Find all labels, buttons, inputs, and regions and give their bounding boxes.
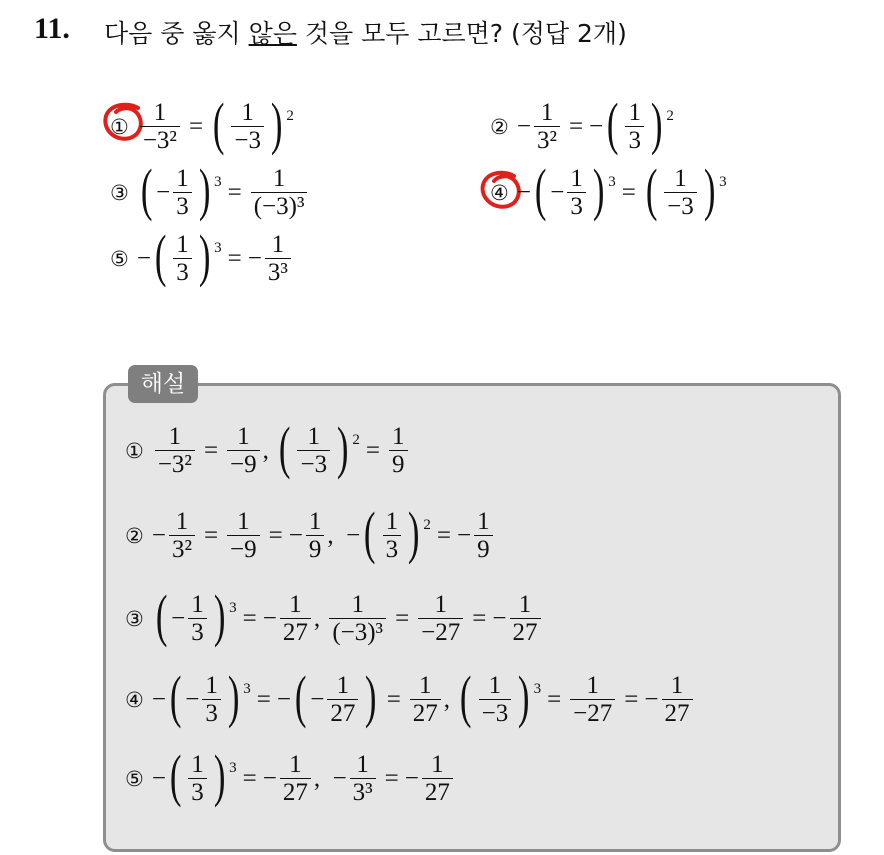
choice-marker-5: ⑤ bbox=[110, 247, 129, 271]
explanation-line-2: ② − $\frac{1}{\text{3²}}$ = $\frac{1}{-9}$ = − $\frac{1}{9}$ , − ( $\frac{1}{3}$ ) 2 = − $\frac{1}{9}$ bbox=[125, 507, 496, 565]
choice-5[interactable]: ⑤ − ( $\frac{1}{3}$ ) 3 = − $\frac{1}{\text{3³}}$ bbox=[110, 230, 294, 288]
explanation-line-4: ④ − ( − $\frac{1}{3}$ ) 3 = − ( − $\frac{1}{27}$ ) = $\frac{1}{27}$ , ( $\frac{1}{-3}$ ) 3 = $\frac{1}{-27}$ = − $\frac{1}{27}$ bbox=[125, 671, 696, 729]
explanation-line-3: ③ ( − $\frac{1}{3}$ ) 3 = − $\frac{1}{27}$ , $\frac{1}{\text{(−3)³}}$ = $\frac{1}{-27}$ = − $\frac{1}{27}$ bbox=[125, 590, 544, 648]
fraction: $\frac{1}{3}$ bbox=[625, 100, 644, 155]
fraction: $\frac{1}{\text{−3²}}$ bbox=[140, 100, 180, 155]
choice-3[interactable]: ③ ( − $\frac{1}{3}$ ) 3 = $\frac{1}{\text{(−3)³}}$ bbox=[110, 164, 310, 222]
question-text bbox=[104, 14, 627, 50]
question-text-before: 다음 중 옳지 bbox=[104, 19, 249, 48]
choice-marker-3: ③ bbox=[110, 181, 129, 205]
choice-marker-1: ① bbox=[110, 115, 129, 139]
fraction: $\frac{1}{3}$ bbox=[567, 166, 586, 221]
explanation-title: 해설 bbox=[128, 365, 198, 403]
fraction: $\frac{1}{3}$ bbox=[173, 232, 192, 287]
choice-1[interactable]: ① $\frac{1}{\text{−3²}}$ = ( $\frac{1}{-3}$ ) 2 bbox=[110, 91, 294, 156]
question-number: 11. bbox=[34, 12, 70, 45]
explanation-line-1: ① $\frac{1}{\text{−3²}}$ = $\frac{1}{-9}$ , ( $\frac{1}{-3}$ ) 2 = $\frac{1}{9}$ bbox=[125, 422, 411, 480]
fraction: $\frac{1}{\text{3²}}$ bbox=[534, 100, 560, 155]
question-text-after: 것을 모두 고르면? (정답 2개) bbox=[296, 19, 627, 48]
choice-marker-2: ② bbox=[490, 115, 509, 139]
fraction: $\frac{1}{\text{3³}}$ bbox=[265, 232, 291, 287]
fraction: $\frac{1}{-3}$ bbox=[664, 166, 697, 221]
choice-4[interactable]: ④ − ( − $\frac{1}{3}$ ) 3 = ( $\frac{1}{-3}$ ) 3 bbox=[490, 157, 727, 222]
explanation-line-5: ⑤ − ( $\frac{1}{3}$ ) 3 = − $\frac{1}{27}$ , − $\frac{1}{\text{3³}}$ = − $\frac{1}{27}$ bbox=[125, 750, 456, 808]
fraction: $\frac{1}{\text{(−3)³}}$ bbox=[251, 166, 308, 221]
choice-marker-4: ④ bbox=[490, 181, 509, 205]
question-text-underlined: 않은 bbox=[248, 19, 297, 48]
fraction: $\frac{1}{3}$ bbox=[173, 166, 192, 221]
fraction: $\frac{1}{-3}$ bbox=[231, 100, 264, 155]
choice-2[interactable]: ② − $\frac{1}{\text{3²}}$ = − ( $\frac{1}{3}$ ) 2 bbox=[490, 91, 674, 156]
